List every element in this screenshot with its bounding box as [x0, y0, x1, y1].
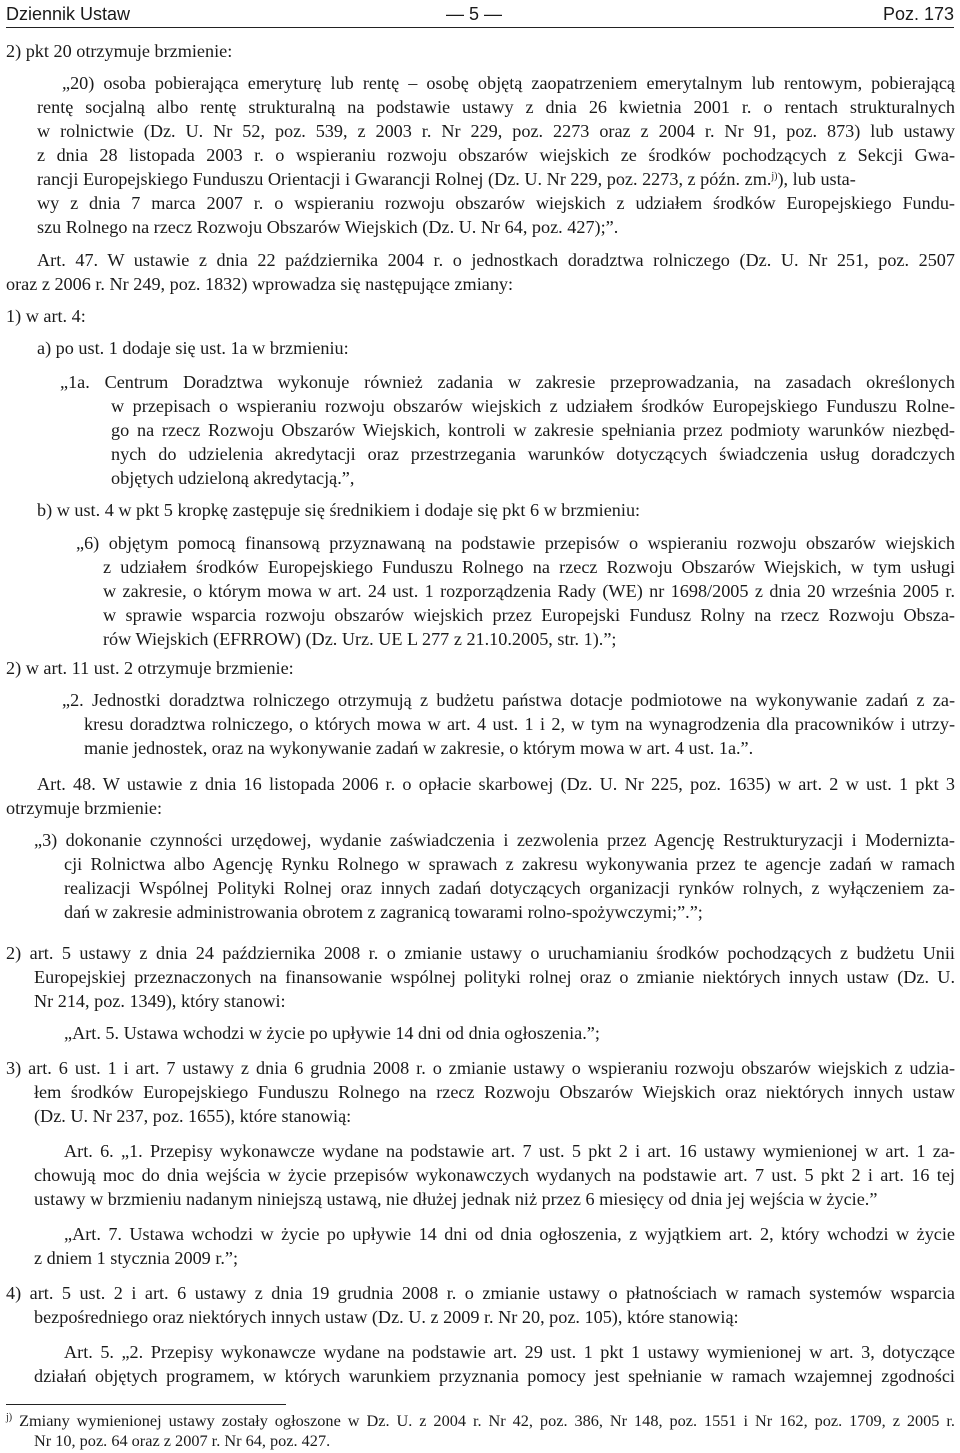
text-line: realizacji Wspólnej Polityki Rolnej oraz innych zadań dotyczących organizacji rynków rolnych, z wyłączeniem za- — [64, 878, 955, 898]
text-line: 1) w art. 4: — [6, 306, 86, 326]
text-line: 3) art. 6 ust. 1 i art. 7 ustawy z dnia 6 grudnia 2008 r. o zmianie ustawy o wspieraniu rozwoju obszarów wiejskich z udzia- — [6, 1058, 955, 1078]
page-number: — 5 — — [446, 4, 503, 24]
text-line: z udziałem środków Europejskiego Funduszu Rolnego na rzecz Rozwoju Obszarów Wiejskich, w tym usługi — [103, 557, 955, 577]
text-line-with-footnote — [37, 168, 955, 192]
text-line: cji Rolnictwa albo Agencję Rynku Rolnego w sprawach z zakresu wykonywania przez te agencje zadań w ramach — [64, 854, 955, 874]
text-line: bezpośredniego oraz niektórych innych ustaw (Dz. U. z 2009 r. Nr 20, poz. 105), które stanowią: — [34, 1307, 739, 1327]
text-line: „20) osoba pobierająca emeryturę lub rentę – osobę objętą zaopatrzeniem emerytalnym lub rentowym, pobierającą — [62, 73, 955, 93]
text-line: go na rzecz Rozwoju Obszarów Wiejskich, kontroli w zakresie spełniania przez podmioty warunków niezbęd- — [111, 420, 955, 440]
text-line: Art. 48. W ustawie z dnia 16 listopada 2006 r. o opłacie skarbowej (Dz. U. Nr 225, poz. 1635) w art. 2 w ust. 1 pkt 3 — [37, 774, 955, 794]
text-line: (Dz. U. Nr 237, poz. 1655), które stanowią: — [34, 1106, 352, 1126]
text-line: w zakresie, o którym mowa w art. 24 ust. 1 rozporządzenia Rady (WE) nr 1698/2005 z dnia 20 września 2005 r. — [103, 581, 955, 601]
text-line: w przepisach o wspieraniu rozwoju obszarów wiejskich z udziałem środków Europejskiego Funduszu Rolne- — [111, 396, 955, 416]
text-line: działań objętych programem, w których warunkiem przyznania pomocy jest spełnianie w ramach wzajemnej zgodności — [34, 1366, 955, 1386]
text-line: 2) pkt 20 otrzymuje brzmienie: — [6, 41, 233, 61]
text-line: 2) art. 5 ustawy z dnia 24 października 2008 r. o zmianie ustawy o uruchamianiu środków pochodzących z budżetu Unii — [6, 943, 955, 963]
text-line: Europejskiej przeznaczonych na finansowanie wspólnej polityki rolnej oraz o zmianie niektórych innych ustaw (Dz. U. — [34, 967, 955, 987]
text-line: „3) dokonanie czynności urzędowej, wydanie zaświadczenia i zezwolenia przez Agencję Restrukturyzacji i Modernizta- — [34, 830, 955, 850]
text-line: Art. 6. „1. Przepisy wykonawcze wydane na podstawie art. 7 ust. 5 pkt 2 i art. 16 ustawy wymienionej w art. 1 za- — [64, 1141, 955, 1161]
text-line: dań w zakresie administrowania obrotem z zagranicą towarami rolno-spożywczymi;”.”; — [64, 902, 703, 922]
text-line: otrzymuje brzmienie: — [6, 798, 163, 818]
text-line: „6) objętym pomocą finansową przyznawaną na podstawie przepisów o wspieraniu rozwoju obszarów wiejskich — [76, 533, 955, 553]
text-line: chowują moc do dnia wejścia w życie przepisów wykonawczych wydanych na podstawie art. 7 ust. 5 pkt 2 i art. 16 tej — [34, 1165, 955, 1185]
text-line: kresu doradztwa rolniczego, o których mowa w art. 4 ust. 1 i 2, w tym na wynagrodzenia dla pracowników i utrzy- — [84, 714, 955, 734]
text-line: a) po ust. 1 dodaje się ust. 1a w brzmieniu: — [37, 338, 349, 358]
footnote-marker: j) — [6, 1412, 13, 1423]
text-line: rów Wiejskich (EFRROW) (Dz. Urz. UE L 277 z 21.10.2005, str. 1).”; — [103, 629, 617, 649]
text-line: „Art. 7. Ustawa wchodzi w życie po upływie 14 dni od dnia ogłoszenia, z wyjątkiem art. 2, który wchodzi w życie — [64, 1224, 955, 1244]
page-header — [6, 3, 954, 27]
text-line: rancji Europejskiego Funduszu Orientacji i Gwarancji Rolnej (Dz. U. Nr 229, poz. 2273, z późn. zm. — [37, 169, 772, 189]
text-line: „2. Jednostki doradztwa rolniczego otrzymują z budżetu państwa dotacje podmiotowe na wykonywanie zadań z za- — [62, 690, 955, 710]
text-line: 4) art. 5 ust. 2 i art. 6 ustawy z dnia 19 grudnia 2008 r. o zmianie ustawy o płatnościach w ramach systemów wsparcia — [6, 1283, 955, 1303]
footnote-text: Zmiany wymienionej ustawy zostały ogłoszone w Dz. U. z 2004 r. Nr 42, poz. 386, Nr 148, poz. 1551 i Nr 162, poz. 1709, z 2005 r. — [19, 1411, 955, 1430]
text-line: b) w ust. 4 w pkt 5 kropkę zastępuje się średnikiem i dodaje się pkt 6 w brzmieniu: — [37, 500, 641, 520]
text-line: 2) w art. 11 ust. 2 otrzymuje brzmienie: — [6, 658, 294, 678]
text-line: z dnia 28 listopada 2003 r. o wspieraniu rozwoju obszarów wiejskich ze środków pochodzących z Sekcji Gwa- — [37, 145, 955, 165]
text-line: „1a. Centrum Doradztwa wykonuje również zadania w zakresie przeprowadzania, na zasadach określonych — [60, 372, 955, 392]
header-divider — [6, 27, 954, 28]
text-line: manie jednostek, oraz na wykonywanie zadań w zakresie, o którym mowa w art. 4 ust. 1a.”. — [84, 738, 754, 758]
text-line: nych do udzielenia akredytacji oraz przestrzegania warunków dotyczących świadczenia usług doradczych — [111, 444, 955, 464]
text-line: „Art. 5. Ustawa wchodzi w życie po upływie 14 dni od dnia ogłoszenia.”; — [64, 1023, 600, 1043]
text-line: Nr 214, poz. 1349), który stanowi: — [34, 991, 286, 1011]
text-line-tail: ), lub usta- — [777, 169, 856, 189]
footnote-line: Nr 10, poz. 64 oraz z 2007 r. Nr 64, poz. 427. — [34, 1431, 331, 1450]
text-line: ustawy w brzmieniu nadanym niniejszą ustawą, nie dłużej jednak niż przez 6 miesięcy od dnia jej wejścia w życie.” — [34, 1189, 878, 1209]
text-line: Art. 47. W ustawie z dnia 22 października 2004 r. o jednostkach doradztwa rolniczego (Dz. U. Nr 251, poz. 2507 — [37, 250, 955, 270]
text-line: łem środków Europejskiego Funduszu Rolnego na rzecz Rozwoju Obszarów Wiejskich oraz niektórych innych ustaw — [34, 1082, 955, 1102]
text-line: szu Rolnego na rzecz Rozwoju Obszarów Wiejskich (Dz. U. Nr 64, poz. 427);”. — [37, 217, 619, 237]
text-line: rentę socjalną albo rentę strukturalną na podstawie ustawy z dnia 26 kwietnia 2001 r. o rentach strukturalnych — [37, 97, 955, 117]
text-line: z dniem 1 stycznia 2009 r.”; — [34, 1248, 239, 1268]
text-line: objętych udzieloną akredytacją.”, — [111, 468, 355, 488]
footnote-divider — [6, 1404, 286, 1405]
text-line: Art. 5. „2. Przepisy wykonawcze wydane na podstawie art. 29 ust. 1 pkt 1 ustawy wymienionej w art. 3, dotyczące — [64, 1342, 955, 1362]
text-line: wy z dnia 7 marca 2007 r. o wspieraniu rozwoju obszarów wiejskich z udziałem środków Europejskiego Fundu- — [37, 193, 955, 213]
position-number: Poz. 173 — [882, 4, 954, 24]
text-line: w sprawie wsparcia rozwoju obszarów wiejskich przez Europejski Fundusz Rolny na rzecz Rozwoju Obsza- — [103, 605, 955, 625]
text-line: w rolnictwie (Dz. U. Nr 52, poz. 539, z 2003 r. Nr 229, poz. 2273 oraz z 2004 r. Nr 91, poz. 873) lub ustawy — [37, 121, 955, 141]
journal-title: Dziennik Ustaw — [6, 4, 131, 24]
footnote-marker: j) — [771, 171, 778, 182]
text-line: oraz z 2006 r. Nr 249, poz. 1832) wprowadza się następujące zmiany: — [6, 274, 514, 294]
